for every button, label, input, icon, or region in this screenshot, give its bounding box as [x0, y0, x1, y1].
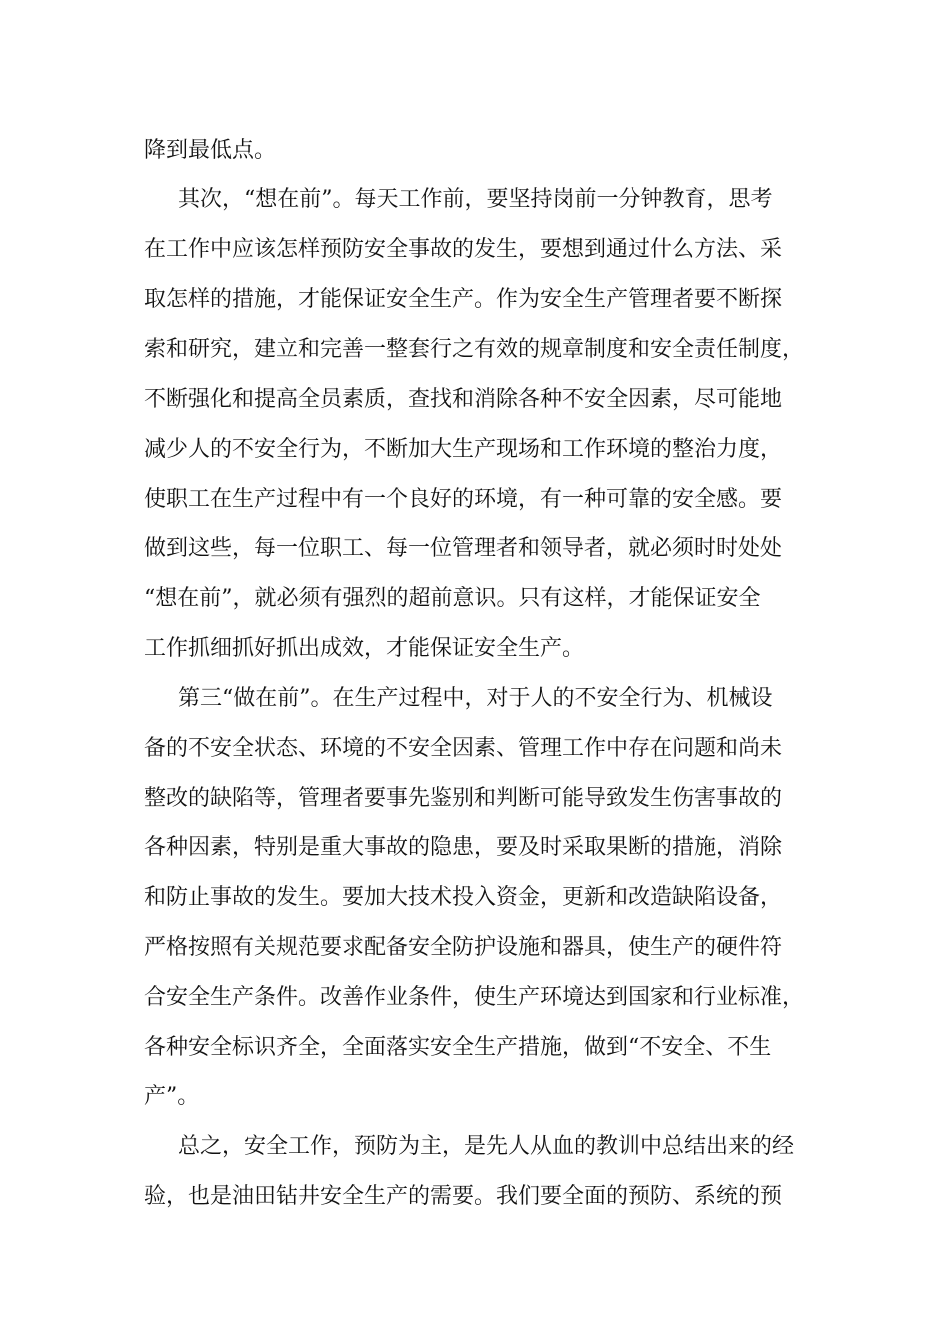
- text-line: 合安全生产条件。改善作业条件，使生产环境达到国家和行业标准，: [144, 985, 805, 1010]
- text-line: 使职工在生产过程中有一个良好的环境，有一种可靠的安全感。要: [144, 487, 783, 512]
- text-line: 严格按照有关规范要求配备安全防护设施和器具，使生产的硬件符: [144, 935, 783, 960]
- text-line: 和防止事故的发生。要加大技术投入资金，更新和改造缺陷设备，: [144, 885, 783, 910]
- text-line: “想在前”，就必须有强烈的超前意识。只有这样，才能保证安全: [144, 586, 761, 611]
- text-line: 整改的缺陷等，管理者要事先鉴别和判断可能导致发生伤害事故的: [144, 786, 783, 811]
- text-line: 工作抓细抓好抓出成效，才能保证安全生产。: [144, 636, 585, 661]
- text-line: 取怎样的措施，才能保证安全生产。作为安全生产管理者要不断探: [144, 287, 783, 312]
- text-line: 做到这些，每一位职工、每一位管理者和领导者，就必须时时处处: [144, 536, 783, 561]
- text-line: 降到最低点。: [144, 138, 277, 163]
- text-line: 在工作中应该怎样预防安全事故的发生，要想到通过什么方法、采: [144, 237, 783, 262]
- text-line: 各种安全标识齐全，全面落实安全生产措施，做到“不安全、不生: [144, 1035, 772, 1060]
- text-line: 总之，安全工作，预防为主，是先人从血的教训中总结出来的经: [178, 1134, 795, 1159]
- text-line: 减少人的不安全行为，不断加大生产现场和工作环境的整治力度，: [144, 437, 783, 462]
- text-line: 其次，“想在前”。每天工作前，要坚持岗前一分钟教育，思考: [178, 187, 773, 212]
- text-line: 不断强化和提高全员素质，查找和消除各种不安全因素，尽可能地: [144, 387, 783, 412]
- text-line: 产”。: [144, 1084, 200, 1109]
- text-line: 验，也是油田钻井安全生产的需要。我们要全面的预防、系统的预: [144, 1184, 783, 1209]
- text-line: 备的不安全状态、环境的不安全因素、管理工作中存在问题和尚未: [144, 736, 783, 761]
- text-line: 第三“做在前”。在生产过程中，对于人的不安全行为、机械设: [178, 686, 773, 711]
- text-line: 索和研究，建立和完善一整套行之有效的规章制度和安全责任制度，: [144, 337, 805, 362]
- text-line: 各种因素，特别是重大事故的隐患，要及时采取果断的措施，消除: [144, 835, 783, 860]
